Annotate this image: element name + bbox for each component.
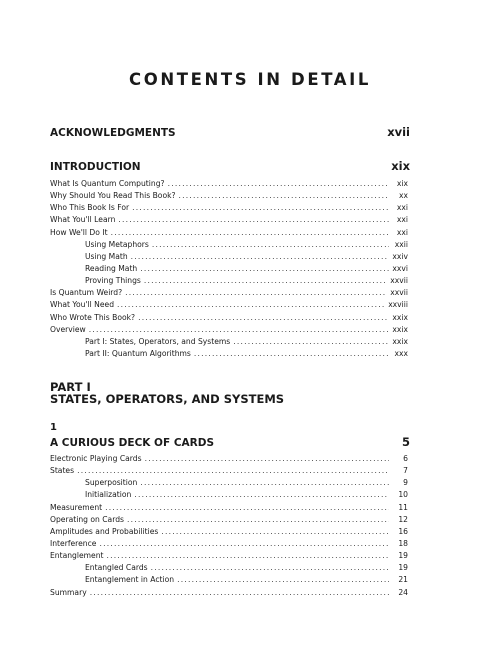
entry-label: Using Math — [85, 251, 128, 261]
entry-label: How We'll Do It — [50, 227, 108, 237]
section-page: xvii — [387, 125, 410, 139]
chapter-page: 5 — [401, 435, 410, 449]
toc-entry[interactable] — [50, 465, 410, 477]
section-label: INTRODUCTION — [50, 161, 141, 173]
entry-label: Part I: States, Operators, and Systems — [85, 336, 231, 346]
entry-label: Amplitudes and Probabilities — [50, 526, 159, 536]
dot-leader — [117, 299, 385, 311]
section-page: xix — [391, 159, 410, 173]
dot-leader — [127, 514, 389, 526]
entry-page: xxx — [394, 348, 408, 358]
toc-subentry[interactable] — [50, 477, 410, 489]
entry-page: xxix — [392, 336, 408, 346]
entry-label: Who This Book Is For — [50, 203, 130, 213]
toc-entry[interactable] — [50, 453, 410, 465]
toc-entry[interactable] — [50, 299, 410, 311]
toc-entry[interactable] — [50, 178, 410, 190]
entry-label: Reading Math — [85, 263, 138, 273]
dot-leader — [194, 348, 389, 360]
introduction-entries — [50, 178, 410, 360]
entry-label: Part II: Quantum Algorithms — [85, 348, 191, 358]
entry-page: xx — [399, 191, 408, 201]
section-label: ACKNOWLEDGMENTS — [50, 127, 176, 139]
entry-label: Superposition — [85, 478, 138, 488]
entry-page: 19 — [398, 551, 408, 561]
dot-leader — [105, 502, 389, 514]
toc-entry[interactable] — [50, 324, 410, 336]
dot-leader — [125, 287, 387, 299]
entry-label: States — [50, 466, 75, 476]
dot-leader — [140, 263, 389, 275]
toc-subentry[interactable] — [50, 336, 410, 348]
entry-page: xxix — [392, 324, 408, 334]
toc-entry[interactable] — [50, 190, 410, 202]
page-title: CONTENTS IN DETAIL — [128, 70, 372, 89]
dot-leader — [145, 453, 389, 465]
entry-page: xxvi — [392, 263, 408, 273]
dot-leader — [140, 477, 389, 489]
dot-leader — [99, 538, 389, 550]
entry-label: Summary — [50, 587, 87, 597]
dot-leader — [177, 574, 389, 586]
dot-leader — [107, 550, 389, 562]
entry-label: Entangled Cards — [85, 563, 148, 573]
entry-label: Overview — [50, 324, 86, 334]
entry-page: 9 — [403, 478, 408, 488]
entry-page: 24 — [398, 587, 408, 597]
toc-subentry[interactable] — [50, 489, 410, 501]
entry-label: Proving Things — [85, 276, 141, 286]
dot-leader — [132, 202, 389, 214]
entry-page: 19 — [398, 563, 408, 573]
toc-entry[interactable] — [50, 502, 410, 514]
entry-page: 7 — [403, 466, 408, 476]
toc-subentry[interactable] — [50, 275, 410, 287]
toc-subentry[interactable] — [50, 562, 410, 574]
entry-page: xxi — [396, 227, 408, 237]
entry-label: Operating on Cards — [50, 514, 124, 524]
dot-leader — [134, 489, 389, 501]
dot-leader — [144, 275, 387, 287]
toc-subentry[interactable] — [50, 574, 410, 586]
entry-label: What Is Quantum Computing? — [50, 179, 165, 188]
dot-leader — [111, 227, 389, 239]
dot-leader — [118, 214, 389, 226]
toc-entry[interactable] — [50, 538, 410, 550]
chapter-number: 1 — [50, 422, 57, 433]
dot-leader — [179, 190, 389, 202]
dot-leader — [89, 324, 389, 336]
chapter-label: A CURIOUS DECK OF CARDS — [50, 437, 215, 449]
entry-page: xxviii — [388, 300, 408, 310]
dot-leader — [131, 251, 389, 263]
entry-label: Measurement — [50, 502, 103, 512]
entry-label: Interference — [50, 538, 97, 548]
entry-label: Entanglement in Action — [85, 575, 175, 585]
entry-page: xxvii — [390, 276, 408, 286]
dot-leader — [161, 526, 389, 538]
toc-subentry[interactable] — [50, 239, 410, 251]
toc-subentry[interactable] — [50, 251, 410, 263]
entry-label: Electronic Playing Cards — [50, 454, 142, 463]
part-title[interactable]: STATES, OPERATORS, AND SYSTEMS — [50, 392, 285, 406]
dot-leader — [77, 465, 389, 477]
toc-chapter-1[interactable] — [50, 435, 410, 449]
toc-subentry[interactable] — [50, 263, 410, 275]
entry-label: Entanglement — [50, 551, 104, 561]
entry-page: 16 — [398, 526, 408, 536]
toc-subentry[interactable] — [50, 348, 410, 360]
entry-label: Why Should You Read This Book? — [50, 191, 176, 201]
dot-leader — [233, 336, 389, 348]
entry-label: Using Metaphors — [85, 239, 149, 249]
toc-entry[interactable] — [50, 526, 410, 538]
dot-leader — [168, 178, 389, 190]
entry-label: What You'll Learn — [50, 215, 116, 225]
entry-page: xxix — [392, 312, 408, 322]
toc-section-introduction[interactable] — [50, 159, 410, 173]
entry-page: 12 — [398, 514, 408, 524]
toc-entry[interactable] — [50, 312, 410, 324]
chapter1-entries — [50, 453, 410, 599]
entry-page: xxvii — [390, 288, 408, 298]
toc-entry[interactable] — [50, 202, 410, 214]
entry-page: xxii — [394, 239, 408, 249]
part-label: PART I — [50, 380, 91, 394]
entry-page: 11 — [398, 502, 408, 512]
entry-label: Is Quantum Weird? — [50, 288, 123, 298]
entry-label: What You'll Need — [50, 300, 115, 310]
toc-entry[interactable] — [50, 514, 410, 526]
entry-page: xxiv — [392, 251, 408, 261]
entry-page: xxi — [396, 215, 408, 225]
dot-leader — [138, 312, 389, 324]
toc-entry[interactable] — [50, 587, 410, 599]
entry-label: Who Wrote This Book? — [50, 312, 136, 322]
dot-leader — [90, 587, 389, 599]
dot-leader — [152, 239, 389, 251]
entry-page: 18 — [398, 538, 408, 548]
entry-page: 10 — [398, 490, 408, 500]
toc-section-acknowledgments[interactable] — [50, 125, 410, 139]
entry-page: xxi — [396, 203, 408, 213]
dot-leader — [151, 562, 389, 574]
toc-entry[interactable] — [50, 287, 410, 299]
toc-entry[interactable] — [50, 227, 410, 239]
entry-page: 21 — [398, 575, 408, 585]
toc-entry[interactable] — [50, 214, 410, 226]
toc-entry[interactable] — [50, 550, 410, 562]
entry-page: 6 — [403, 454, 408, 463]
entry-page: xix — [396, 179, 408, 188]
entry-label: Initialization — [85, 490, 132, 500]
